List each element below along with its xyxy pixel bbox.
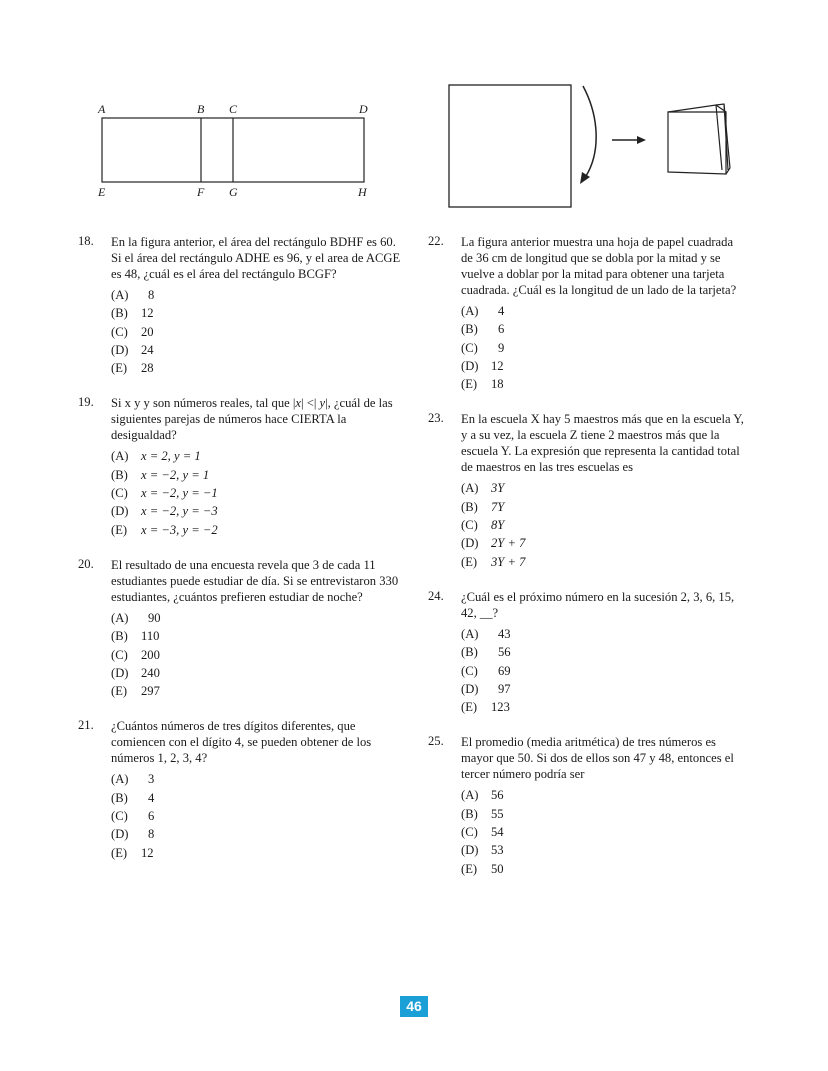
question-stem: En la figura anterior, el área del rectángulo BDHF es 60. Si el área del rectángulo ADHE es 96, y el area de ACGE es 48, ¿cuál es el área del rectángulo BCGF? [111, 235, 401, 281]
option-c[interactable] [461, 662, 744, 680]
question-stem: ¿Cuál es el próximo número en la sucesión 2, 3, 6, 15, 42, __? [461, 589, 735, 620]
question-stem: El resultado de una encuesta revela que 3 de cada 11 estudiantes puede estudiar de día. Si se entrevistaron 330 estudiantes, ¿cuántos prefieren estudiar de noche? [111, 557, 399, 604]
option-label: (D) [461, 358, 479, 373]
label-h: H [358, 185, 367, 199]
question-stem: En la escuela X hay 5 maestros más que en la escuela Y, y a su vez, la escuela Z tiene 2 maestros más que la escuela Y. La expresión que representa la cantidad total de maestros en las tres escuelas es [461, 412, 744, 475]
inequality-y: y [319, 396, 326, 411]
option-b[interactable] [111, 789, 408, 807]
option-a[interactable] [111, 447, 408, 465]
option-c[interactable] [111, 646, 408, 664]
inequality-x: x [295, 396, 302, 411]
option-label: (B) [461, 806, 478, 821]
option-e[interactable] [111, 521, 408, 539]
question-stem: El promedio (media aritmética) de tres números es mayor que 50. Si dos de ellos son 47 y 48, entonces el tercer número podría ser [461, 735, 734, 782]
option-a[interactable] [461, 479, 744, 497]
option-c[interactable] [461, 339, 744, 357]
question-number: 24. [428, 588, 444, 603]
label-g: G [229, 185, 238, 199]
option-e[interactable] [111, 682, 408, 700]
option-label: (E) [461, 554, 478, 569]
option-d[interactable] [111, 825, 408, 843]
option-label: (E) [111, 361, 128, 376]
option-c[interactable] [461, 516, 744, 534]
option-value: 3 [148, 772, 155, 787]
answer-options [111, 770, 408, 861]
option-value: 55 [491, 806, 504, 821]
stem-part: , ¿cuál de las siguientes parejas de números hace CIERTA la desigualdad? [111, 396, 393, 443]
option-c[interactable] [461, 823, 744, 841]
option-label: (E) [461, 700, 478, 715]
option-label: (C) [111, 647, 128, 662]
option-b[interactable] [461, 805, 744, 823]
option-b[interactable] [111, 304, 408, 322]
option-value: 54 [491, 825, 504, 840]
option-value: 8 [148, 827, 155, 842]
inequality-sign: < [306, 396, 314, 411]
question-18 [78, 234, 408, 377]
option-label: (D) [111, 342, 129, 357]
option-label: (B) [111, 306, 128, 321]
question-number: 22. [428, 234, 444, 248]
option-label: (B) [111, 467, 128, 482]
option-d[interactable] [461, 357, 744, 375]
question-22 [428, 234, 744, 393]
option-label: (E) [111, 845, 128, 860]
label-f: F [197, 185, 205, 199]
option-value: 18 [491, 377, 504, 392]
option-value: 56 [491, 788, 504, 803]
left-column [78, 234, 408, 880]
option-e[interactable] [461, 375, 744, 393]
option-d[interactable] [111, 664, 408, 682]
option-value: 4 [148, 790, 155, 805]
inequality: |x| <| y| [292, 396, 328, 411]
right-arrowhead-icon [637, 136, 646, 144]
option-value: 7Y [491, 499, 505, 514]
option-label: (B) [461, 322, 478, 337]
question-24 [428, 589, 744, 716]
option-label: (D) [111, 827, 129, 842]
answer-options [111, 286, 408, 377]
option-value: 6 [148, 809, 155, 824]
option-label: (D) [461, 843, 479, 858]
question-21 [78, 718, 408, 861]
option-value: 110 [141, 629, 160, 644]
label-c: C [229, 102, 238, 116]
option-label: (C) [461, 825, 478, 840]
option-value: 3Y [491, 481, 505, 496]
option-value: 56 [498, 645, 511, 660]
option-value: x = −2, y = −1 [141, 486, 218, 501]
option-label: (C) [111, 486, 128, 501]
option-label: (C) [111, 324, 128, 339]
answer-options [111, 609, 408, 700]
option-label: (B) [111, 790, 128, 805]
option-label: (E) [111, 684, 128, 699]
option-d[interactable] [111, 341, 408, 359]
option-a[interactable] [461, 625, 744, 643]
option-value: 9 [498, 340, 505, 355]
option-label: (A) [111, 288, 129, 302]
option-label: (C) [111, 809, 128, 824]
option-label: (C) [461, 340, 478, 355]
option-label: (A) [111, 610, 129, 625]
option-a[interactable] [461, 302, 744, 320]
option-value: 8Y [491, 518, 505, 533]
option-value: 3Y + 7 [491, 554, 526, 569]
option-label: (A) [111, 772, 129, 787]
stem-part: Si x y y son números reales, tal que [111, 396, 290, 411]
option-e[interactable] [111, 844, 408, 862]
option-label: (A) [461, 481, 479, 496]
option-label: (A) [461, 788, 479, 803]
option-value: 43 [498, 626, 511, 641]
option-value: 8 [148, 288, 155, 302]
right-column [428, 234, 744, 896]
option-a[interactable] [111, 770, 408, 788]
option-value: 12 [491, 358, 504, 373]
option-d[interactable] [461, 680, 744, 698]
option-label: (C) [461, 663, 478, 678]
option-b[interactable] [461, 498, 744, 516]
question-stem [111, 395, 408, 443]
option-e[interactable] [461, 860, 744, 878]
label-e: E [98, 185, 106, 199]
option-a[interactable] [111, 609, 408, 627]
option-value: 6 [498, 322, 505, 337]
option-value: 12 [141, 306, 154, 321]
option-value: 53 [491, 843, 504, 858]
question-number: 19. [78, 395, 94, 410]
option-label: (A) [111, 449, 129, 464]
rectangle-figure [92, 98, 382, 202]
option-value: 97 [498, 681, 511, 696]
label-a: A [98, 102, 106, 116]
label-b: B [197, 102, 205, 116]
option-value: 28 [141, 361, 154, 376]
option-b[interactable] [111, 627, 408, 645]
folding-figure [440, 78, 750, 210]
option-value: 20 [141, 324, 154, 339]
option-value: x = 2, y = 1 [141, 449, 201, 464]
answer-options [461, 625, 744, 716]
option-b[interactable] [111, 466, 408, 484]
question-19 [78, 395, 408, 538]
option-label: (E) [111, 522, 128, 537]
question-20 [78, 557, 408, 700]
option-value: 123 [491, 700, 510, 715]
option-b[interactable] [461, 643, 744, 661]
answer-options [461, 302, 744, 393]
question-number: 21. [78, 718, 94, 733]
option-a[interactable] [461, 786, 744, 804]
option-label: (A) [461, 304, 479, 318]
option-label: (E) [461, 377, 478, 392]
option-d[interactable] [461, 534, 744, 552]
option-value: 4 [498, 304, 505, 318]
option-label: (B) [111, 629, 128, 644]
option-value: x = −3, y = −2 [141, 522, 218, 537]
folded-card-icon [668, 104, 730, 174]
option-value: 200 [141, 647, 160, 662]
option-e[interactable] [461, 553, 744, 571]
option-label: (E) [461, 861, 478, 876]
page-number: 46 [400, 996, 428, 1017]
option-d[interactable] [461, 841, 744, 859]
answer-options [461, 786, 744, 877]
question-25 [428, 734, 744, 877]
option-value: 12 [141, 845, 154, 860]
paper-square [449, 85, 571, 207]
option-value: 50 [491, 861, 504, 876]
option-value: x = −2, y = −3 [141, 504, 218, 519]
option-value: 90 [148, 610, 161, 625]
option-value: 24 [141, 342, 154, 357]
option-label: (D) [461, 536, 479, 551]
option-e[interactable] [461, 698, 744, 716]
answer-options [461, 479, 744, 570]
option-b[interactable] [461, 320, 744, 338]
question-number: 23. [428, 411, 444, 426]
option-value: 69 [498, 663, 511, 678]
option-value: 2Y + 7 [491, 536, 526, 551]
question-stem: La figura anterior muestra una hoja de papel cuadrada de 36 cm de longitud que se dobla por la mitad y se vuelve a doblar por la mitad para obtener una tarjeta cuadrada. ¿Cuál es la longitud de un lado de la tarjeta? [461, 235, 737, 297]
fold-arrowhead-icon [580, 172, 590, 184]
option-c[interactable] [111, 807, 408, 825]
option-label: (C) [461, 518, 478, 533]
question-23 [428, 411, 744, 570]
option-label: (D) [111, 504, 129, 519]
option-value: 240 [141, 665, 160, 680]
option-label: (B) [461, 645, 478, 660]
answer-options [111, 447, 408, 538]
fold-arrow-icon [583, 86, 596, 176]
option-e[interactable] [111, 359, 408, 377]
option-label: (B) [461, 499, 478, 514]
question-number: 20. [78, 556, 94, 571]
option-a[interactable] [111, 286, 408, 304]
option-label: (D) [461, 681, 479, 696]
option-label: (D) [111, 665, 129, 680]
question-number: 25. [428, 734, 444, 749]
option-c[interactable] [111, 323, 408, 341]
option-value: 297 [141, 684, 160, 699]
option-value: x = −2, y = 1 [141, 467, 210, 482]
option-c[interactable] [111, 484, 408, 502]
question-stem: ¿Cuántos números de tres dígitos diferentes, que comiencen con el dígito 4, se pueden obtener de los números 1, 2, 3, 4? [111, 719, 372, 766]
option-label: (A) [461, 626, 479, 641]
question-number: 18. [78, 234, 94, 248]
label-d: D [359, 102, 368, 116]
option-d[interactable] [111, 502, 408, 520]
